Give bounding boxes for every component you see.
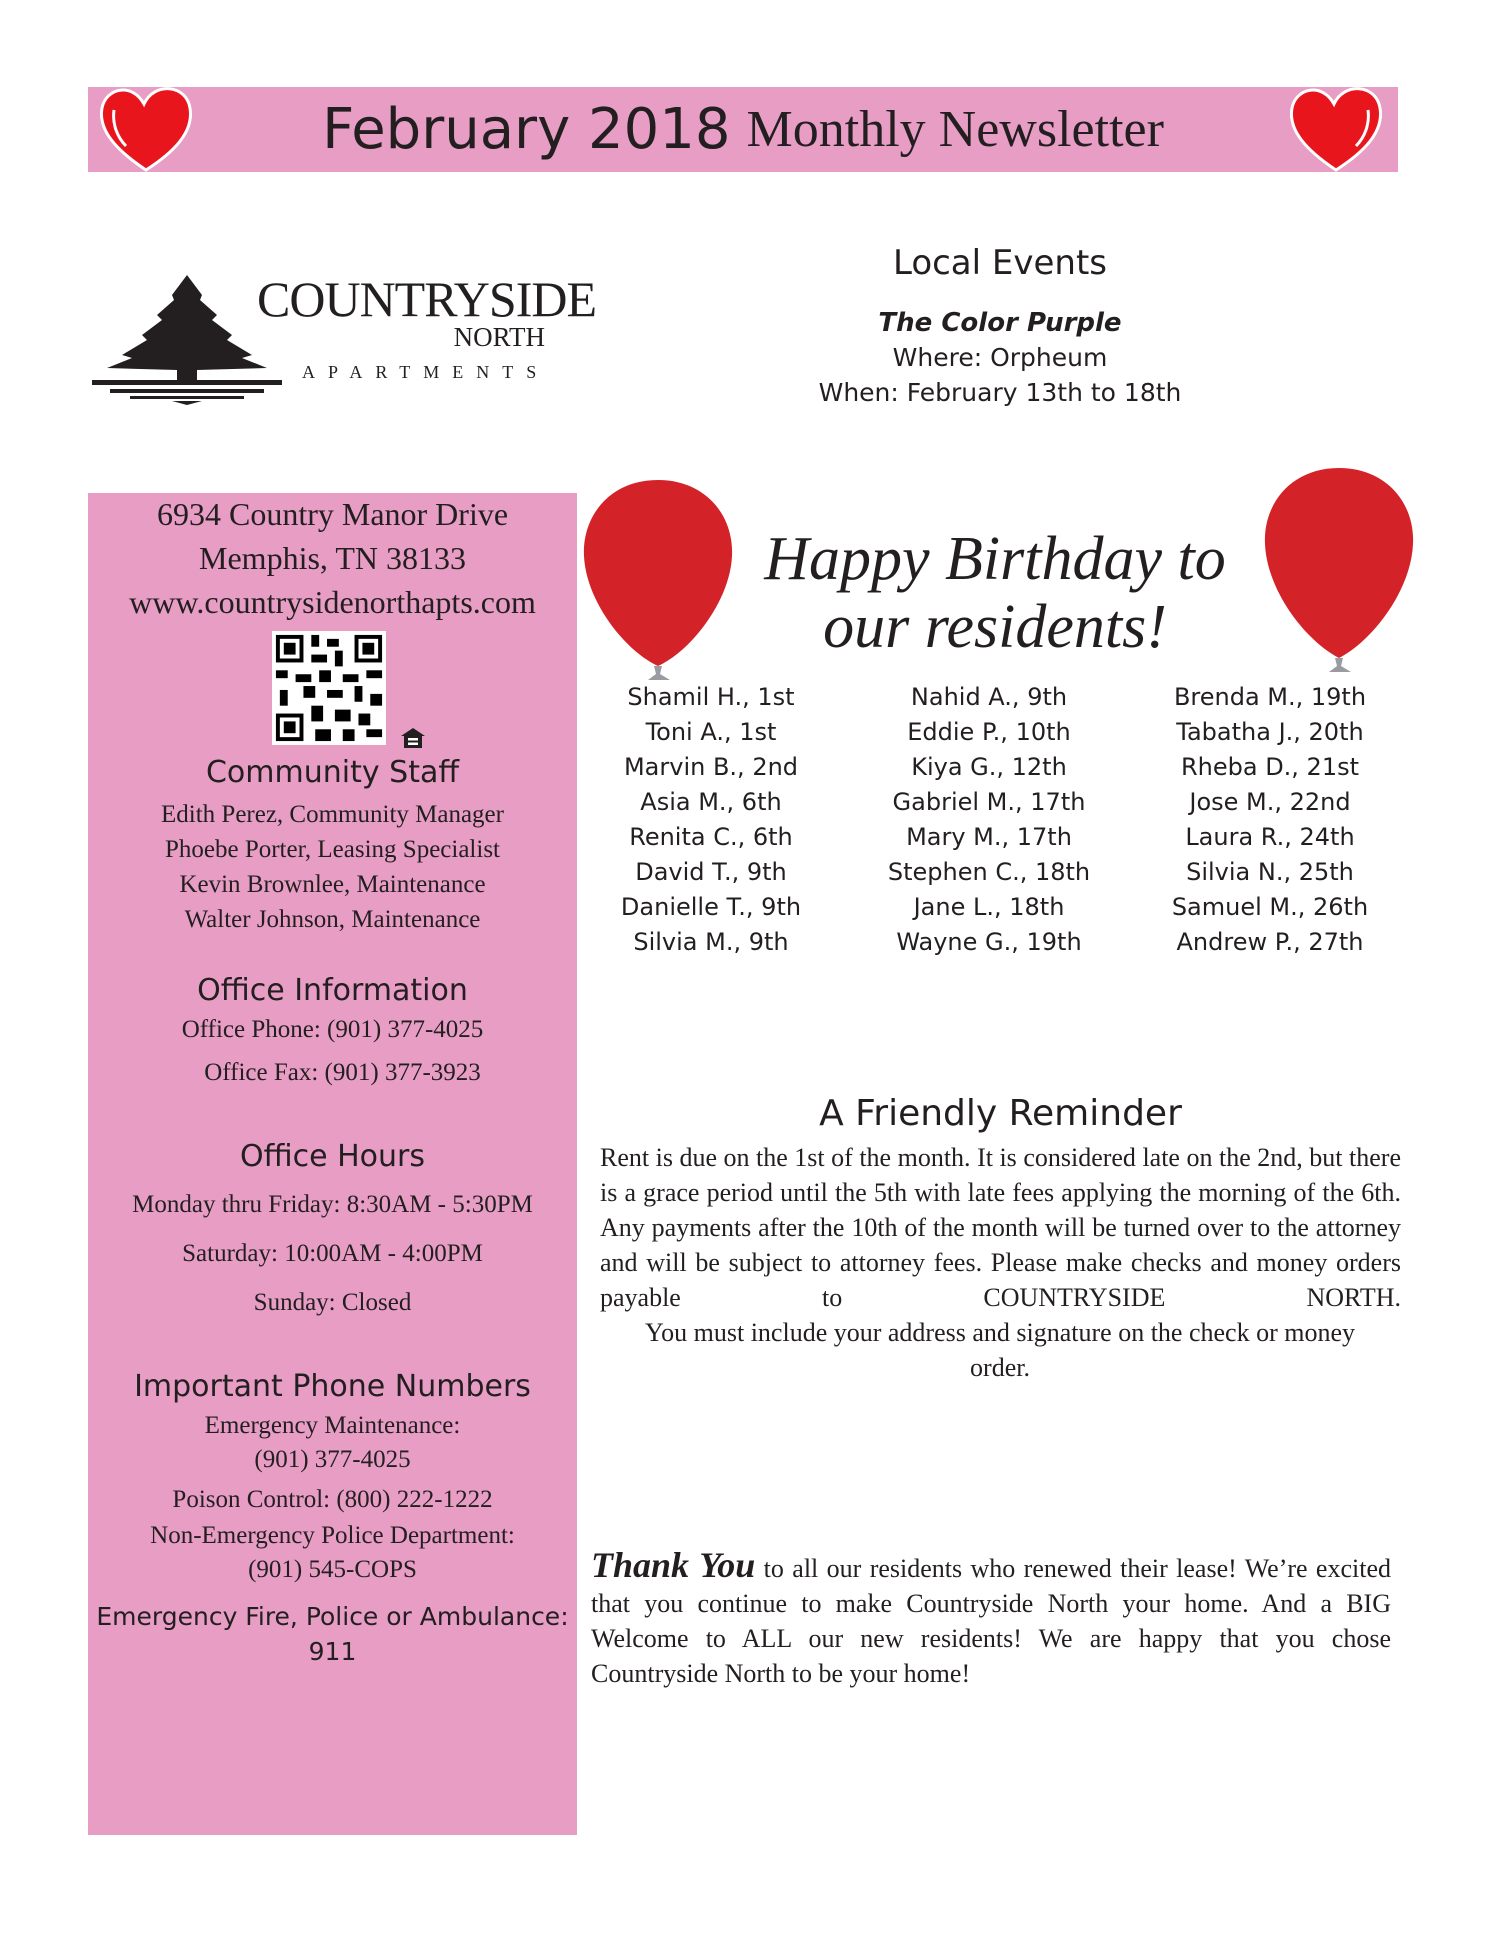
emergency-number: 911 bbox=[308, 1637, 357, 1666]
birthday-entry: Tabatha J., 20th bbox=[1176, 718, 1364, 746]
phone-line: (901) 545-COPS bbox=[248, 1556, 417, 1583]
logo-tagline: APARTMENTS bbox=[302, 362, 550, 382]
event-title: The Color Purple bbox=[878, 308, 1122, 338]
birthday-heading-line: Happy Birthday to bbox=[764, 525, 1226, 593]
phone-numbers-heading: Important Phone Numbers bbox=[134, 1369, 531, 1404]
birthday-entry: Mary M., 17th bbox=[906, 823, 1072, 851]
birthday-entry: Jose M., 22nd bbox=[1189, 788, 1351, 816]
staff-member: Walter Johnson, Maintenance bbox=[184, 906, 481, 933]
birthday-column bbox=[859, 680, 1119, 960]
thank-you-lead: Thank You bbox=[591, 1545, 756, 1585]
birthday-entry: Andrew P., 27th bbox=[1176, 928, 1364, 956]
birthday-entry: Rheba D., 21st bbox=[1180, 753, 1360, 781]
title-rest: Monthly Newsletter bbox=[746, 101, 1164, 158]
birthday-heading-line: our residents! bbox=[823, 593, 1167, 661]
phone-line: (901) 377-4025 bbox=[254, 1446, 411, 1473]
logo-sub: NORTH bbox=[453, 322, 545, 352]
birthday-entry: Silvia M., 9th bbox=[633, 928, 789, 956]
office-hours-heading: Office Hours bbox=[240, 1139, 425, 1174]
website-link[interactable]: www.countrysidenorthapts.com bbox=[129, 584, 536, 620]
birthday-entry: Kiya G., 12th bbox=[911, 753, 1067, 781]
phone-line: Emergency Maintenance: bbox=[204, 1412, 461, 1439]
event-where: Where: Orpheum bbox=[892, 343, 1108, 372]
community-staff-heading: Community Staff bbox=[205, 755, 460, 790]
birthday-entry: Samuel M., 26th bbox=[1171, 893, 1369, 921]
reminder-heading: A Friendly Reminder bbox=[819, 1093, 1182, 1134]
birthday-entry: Renita C., 6th bbox=[629, 823, 793, 851]
page-title bbox=[88, 87, 1398, 172]
birthday-entry: Gabriel M., 17th bbox=[892, 788, 1086, 816]
address bbox=[88, 492, 577, 624]
birthday-entry: Asia M., 6th bbox=[640, 788, 782, 816]
equal-housing-icon bbox=[399, 726, 427, 750]
birthday-entry: Toni A., 1st bbox=[645, 718, 777, 746]
birthday-entry: Brenda M., 19th bbox=[1173, 683, 1367, 711]
address-line: Memphis, TN 38133 bbox=[199, 540, 466, 576]
reminder-body-center: You must include your address and signature on the check or money order. bbox=[644, 1318, 1356, 1382]
logo bbox=[92, 270, 597, 405]
office-phone: Office Phone: (901) 377-4025 bbox=[181, 1016, 484, 1043]
birthday-entry: Jane L., 18th bbox=[913, 893, 1065, 921]
hours-line: Sunday: Closed bbox=[253, 1289, 412, 1316]
birthday-entry: Shamil H., 1st bbox=[627, 683, 795, 711]
hours-line: Saturday: 10:00AM - 4:00PM bbox=[182, 1240, 483, 1267]
reminder-body: Rent is due on the 1st of the month. It is considered late on the 2nd, but there is a grace period until the 5th with late fees applying the morning of the 6th. Any payments after the 10th of the month will be turned over to the attorney and will be subject to attorney fees. Please make checks and money orders payable to COUNTRYSIDE NORTH. bbox=[600, 1143, 1401, 1312]
birthday-entry: Silvia N., 25th bbox=[1186, 858, 1354, 886]
hours-line: Monday thru Friday: 8:30AM - 5:30PM bbox=[132, 1191, 533, 1218]
birthday-entry: Marvin B., 2nd bbox=[623, 753, 799, 781]
staff-list bbox=[88, 797, 577, 937]
staff-member: Phoebe Porter, Leasing Specialist bbox=[164, 836, 501, 863]
birthday-column bbox=[1140, 680, 1400, 960]
staff-member: Edith Perez, Community Manager bbox=[161, 801, 504, 828]
emergency-line: Emergency Fire, Police or Ambulance: bbox=[96, 1602, 569, 1631]
staff-member: Kevin Brownlee, Maintenance bbox=[179, 871, 486, 898]
qr-code[interactable] bbox=[271, 631, 387, 745]
birthday-entry: Danielle T., 9th bbox=[620, 893, 802, 921]
birthday-entry: Stephen C., 18th bbox=[887, 858, 1091, 886]
birthday-entry: Laura R., 24th bbox=[1185, 823, 1355, 851]
pine-tree-icon bbox=[92, 270, 282, 405]
logo-name: COUNTRYSIDE bbox=[257, 271, 597, 327]
birthday-heading bbox=[700, 525, 1290, 661]
birthday-entry: Nahid A., 9th bbox=[910, 683, 1068, 711]
thank-you-body: to all our residents who renewed their lease! We’re excited that you continue to make Countryside North your home. And a BIG Welcome to ALL our new residents! We are happy that you chose Countryside North to be your home! bbox=[591, 1554, 1392, 1688]
thank-you-paragraph bbox=[591, 1545, 1392, 1691]
event-when: When: February 13th to 18th bbox=[818, 378, 1182, 407]
birthday-entry: Eddie P., 10th bbox=[907, 718, 1071, 746]
office-info-heading: Office Information bbox=[197, 973, 468, 1008]
birthday-entry: David T., 9th bbox=[635, 858, 787, 886]
phone-line: Non-Emergency Police Department: bbox=[150, 1522, 515, 1549]
office-fax: Office Fax: (901) 377-3923 bbox=[204, 1059, 481, 1086]
birthday-entry: Wayne G., 19th bbox=[896, 928, 1082, 956]
phone-line: Poison Control: (800) 222-1222 bbox=[172, 1486, 493, 1513]
title-month-year: February 2018 bbox=[322, 97, 731, 162]
address-line: 6934 Country Manor Drive bbox=[156, 496, 509, 532]
local-events-heading: Local Events bbox=[892, 243, 1108, 283]
birthday-column bbox=[581, 680, 841, 960]
